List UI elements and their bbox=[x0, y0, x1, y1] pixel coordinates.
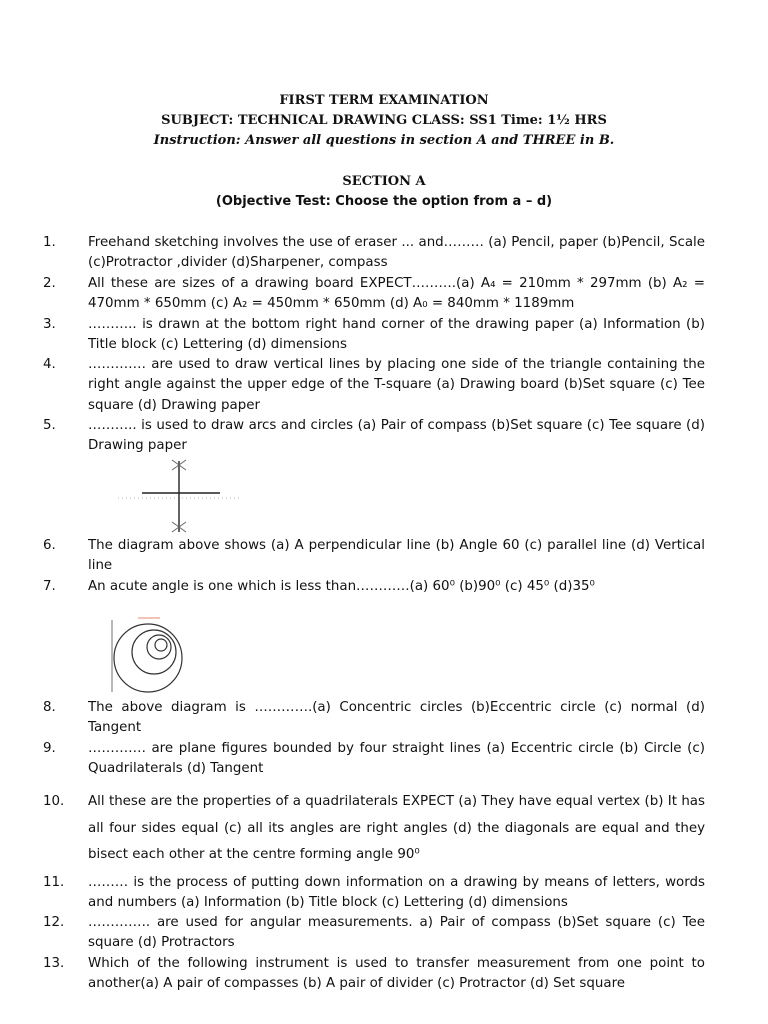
section-subtitle: (Objective Test: Choose the option from a – d) bbox=[215, 194, 553, 209]
section-title: SECTION A bbox=[342, 174, 426, 189]
question-text: An acute angle is one which is less than…………(a) 60⁰ (b)90⁰ (c) 45⁰ (d)35⁰ bbox=[88, 579, 595, 594]
question-text: The diagram above shows (a) A perpendicular line (b) Angle 60 (c) parallel line (d) Vertical line bbox=[88, 538, 705, 574]
question-number: 8. bbox=[43, 700, 56, 715]
question-text: All these are sizes of a drawing board EXPECT……….(a) A₄ = 210mm * 297mm (b) A₂ = 470mm * 650mm (c) A₂ = 450mm * 650mm (d) A₀ = 840mm * 1189mm bbox=[88, 276, 705, 312]
circles-diagram bbox=[106, 612, 186, 696]
question-number: 3. bbox=[43, 317, 56, 332]
question-text: …………. are used to draw vertical lines by placing one side of the triangle containing the right angle against the upper edge of the T-square (a) Drawing board (b)Set square (c) Tee square (d) Drawing paper bbox=[88, 357, 705, 413]
question-text: ……… is the process of putting down information on a drawing by means of letters, words and numbers (a) Information (b) Title block (c) Lettering (d) dimensions bbox=[88, 875, 705, 911]
circle-outer bbox=[114, 624, 182, 692]
question-number: 7. bbox=[43, 579, 56, 594]
question-number: 13. bbox=[43, 956, 65, 971]
question-text: ………….. are used for angular measurements. a) Pair of compass (b)Set square (c) Tee square (d) Protractors bbox=[88, 915, 705, 951]
question-number: 6. bbox=[43, 538, 56, 553]
question-text: ……….. is drawn at the bottom right hand corner of the drawing paper (a) Information (b) Title block (c) Lettering (d) dimensions bbox=[88, 317, 705, 353]
question-number: 11. bbox=[43, 875, 65, 890]
question-number: 12. bbox=[43, 915, 65, 930]
question-text: …………. are plane figures bounded by four straight lines (a) Eccentric circle (b) Circle (c) Quadrilaterals (d) Tangent bbox=[88, 741, 705, 777]
question-text: Freehand sketching involves the use of eraser ... and……… (a) Pencil, paper (b)Pencil, Scale (c)Protractor ,divider (d)Sharpener, compass bbox=[88, 235, 705, 271]
circle-innermost bbox=[155, 639, 167, 651]
exam-title: FIRST TERM EXAMINATION bbox=[279, 93, 489, 108]
circle-inner bbox=[147, 635, 171, 659]
question-text: All these are the properties of a quadrilaterals EXPECT (a) They have equal vertex (b) It has all four sides equal (c) all its angles are right angles (d) the diagonals are equal and they bisect each other at the centre forming angle 90⁰ bbox=[88, 794, 705, 862]
instruction: Instruction: Answer all questions in section A and THREE in B. bbox=[153, 133, 615, 148]
subject-line: SUBJECT: TECHNICAL DRAWING CLASS: SS1 Time: 1½ HRS bbox=[161, 113, 607, 128]
question-number: 5. bbox=[43, 418, 56, 433]
question-text: The above diagram is ………….(a) Concentric circles (b)Eccentric circle (c) normal (d) Tangent bbox=[88, 700, 705, 736]
question-number: 4. bbox=[43, 357, 56, 372]
question-number: 10. bbox=[43, 794, 65, 809]
perpendicular-line-diagram bbox=[110, 456, 250, 538]
question-text: ……….. is used to draw arcs and circles (a) Pair of compass (b)Set square (c) Tee square (d) Drawing paper bbox=[88, 418, 705, 454]
question-text: Which of the following instrument is used to transfer measurement from one point to another(a) A pair of compasses (b) A pair of divider (c) Protractor (d) Set square bbox=[88, 956, 705, 992]
question-number: 1. bbox=[43, 235, 56, 250]
question-number: 2. bbox=[43, 276, 56, 291]
question-number: 9. bbox=[43, 741, 56, 756]
